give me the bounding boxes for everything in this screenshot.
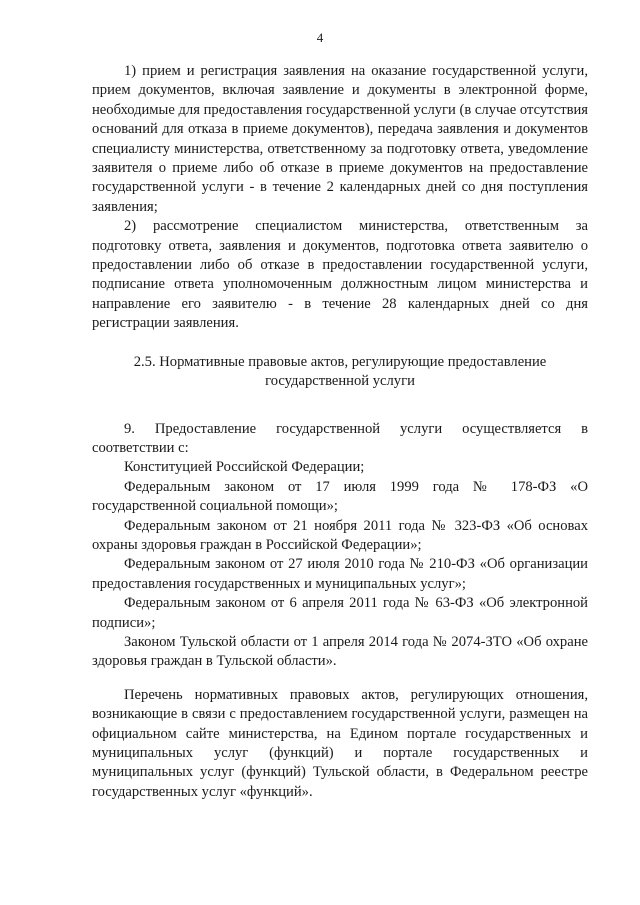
section-heading-line-1: 2.5. Нормативные правовые актов, регулирующие предоставление [133, 353, 547, 370]
legal-act-178-fz: Федеральным законом от 17 июля 1999 года № 178-ФЗ «О государственной социальной помощи»; [92, 478, 588, 515]
paragraph-acts-list: Перечень нормативных правовых актов, регулирующих отношения, возникающие в связи с предоставлением государственной услуги, размещен на официальном сайте министерства, на Едином портале государственных и муниципальных услуг (функций) и портале государственных и муниципальных услуг (функций) Тульской области, в Федеральном реестре государственных услуг «функций». [92, 686, 588, 800]
legal-act-323-fz: Федеральным законом от 21 ноября 2011 года № 323-ФЗ «Об основах охраны здоровья граждан в Российской Федерации»; [92, 517, 588, 553]
paragraph-step-1: 1) прием и регистрация заявления на оказание государственной услуги, прием документов, включая заявление и документы в электронной форме, необходимые для предоставления государственной услуги (в случае отсутствия оснований для отказа в приеме документов), передача заявления и документов специалисту министерства, ответственному за подготовку ответа, уведомление заявителя о приеме либо об отказе в приеме документов на предоставление государственной услуги - в течение 2 календарных дней со дня поступления заявления; [92, 63, 588, 215]
legal-act-210-fz: Федеральным законом от 27 июля 2010 года № 210-ФЗ «Об организации предоставления государственных и муниципальных услуг»; [92, 556, 588, 592]
legal-act-63-fz: Федеральным законом от 6 апреля 2011 года № 63-ФЗ «Об электронной подписи»; [92, 595, 588, 631]
document-body [92, 62, 588, 802]
section-heading [92, 353, 588, 392]
legal-act-2074-zto: Законом Тульской области от 1 апреля 2014 года № 2074-ЗТО «Об охране здоровья граждан в Тульской области». [92, 633, 588, 670]
section-heading-line-2: государственной услуги [265, 373, 415, 390]
paragraph-step-2: 2) рассмотрение специалистом министерства, ответственным за подготовку ответа, заявления и документов, подготовка ответа заявителю о предоставлении либо об отказе в предоставлении государственной услуги, подписание ответа уполномоченным должностным лицом министерства и направление его заявителю - в течение 28 календарных дней со дня регистрации заявления. [92, 218, 588, 332]
paragraph-clause-9: 9. Предоставление государственной услуги осуществляется в соответствии с: [92, 420, 588, 456]
legal-act-constitution: Конституцией Российской Федерации; [124, 459, 365, 476]
page-number: 4 [316, 30, 324, 45]
